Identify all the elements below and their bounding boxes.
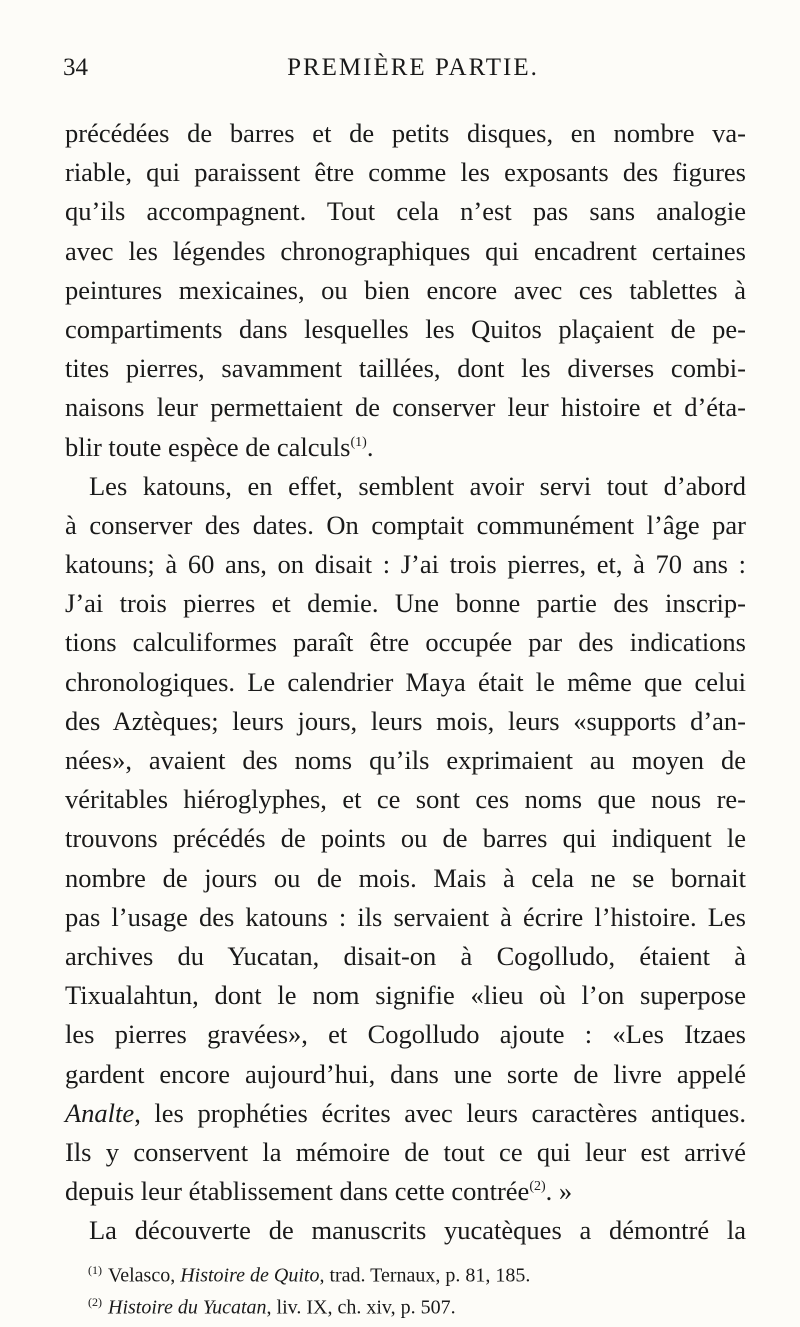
- footnote-mark: (1): [88, 1263, 102, 1277]
- text-line: Les katouns, en effet, semblent avoir servi tout d’abord: [89, 470, 746, 501]
- footnote: [88, 1254, 743, 1286]
- text-line: précédées de barres et de petits disques, en nombre va-: [65, 118, 746, 148]
- line-text: , les prophéties écrites avec leurs caractères antiques.: [134, 1097, 746, 1128]
- line-end: .: [366, 431, 374, 462]
- footnote-ref[interactable]: (1): [350, 434, 367, 450]
- footnote-ref[interactable]: (2): [529, 1179, 546, 1195]
- footnote: [88, 1286, 743, 1318]
- text-line: Tixualahtun, dont le nom signifie «lieu où l’on superpose: [65, 980, 746, 1011]
- body-text: [65, 114, 746, 1250]
- text-line: avec les légendes chronographiques qui encadrent certaines: [65, 235, 746, 266]
- text-line: pas l’usage des katouns : ils servaient à écrire l’histoire. Les: [65, 901, 746, 932]
- text-line: véritables hiéroglyphes, et ce sont ces noms que nous re-: [65, 784, 746, 815]
- text-line: nombre de jours ou de mois. Mais à cela ne se bornait: [65, 862, 746, 893]
- page-header: [63, 50, 743, 90]
- text-line: à conserver des dates. On comptait communément l’âge par: [65, 509, 746, 540]
- text-line: [65, 1172, 746, 1211]
- text-line: peintures mexicaines, ou bien encore avec ces tablettes à: [65, 274, 746, 305]
- text-line: naisons leur permettaient de conserver leur histoire et d’éta-: [65, 392, 746, 423]
- footnote-rest: , trad. Ternaux, p. 81, 185.: [319, 1264, 531, 1287]
- page-number: 34: [63, 54, 88, 81]
- text-line: tions calculiformes paraît être occupée par des indications: [65, 627, 746, 658]
- footnote-title: Histoire du Yucatan: [108, 1296, 267, 1319]
- text-line: [65, 1094, 746, 1133]
- footnote-title: Histoire de Quito: [180, 1264, 320, 1287]
- line-text: depuis leur établissement dans cette contrée: [65, 1176, 530, 1207]
- text-line: Ils y conservent la mémoire de tout ce qui leur est arrivé: [65, 1136, 746, 1167]
- footnote-mark: (2): [88, 1295, 102, 1309]
- text-line: chronologiques. Le calendrier Maya était le même que celui: [65, 666, 746, 697]
- text-line: archives du Yucatan, disait-on à Cogolludo, étaient à: [65, 940, 746, 971]
- italic-title: Analte: [65, 1097, 135, 1128]
- line-text: blir toute espèce de calculs: [65, 431, 351, 462]
- footnote-rest: , liv. IX, ch. xiv, p. 507.: [266, 1296, 456, 1319]
- text-line: gardent encore aujourd’hui, dans une sorte de livre appelé: [65, 1058, 746, 1089]
- running-head: PREMIÈRE PARTIE.: [287, 54, 539, 81]
- text-line: nées», avaient des noms qu’ils exprimaient au moyen de: [65, 745, 746, 775]
- footnotes: [88, 1254, 743, 1318]
- text-line: compartiments dans lesquelles les Quitos plaçaient de pe-: [65, 313, 746, 344]
- text-line: La découverte de manuscrits yucatèques a démontré la: [89, 1215, 746, 1246]
- text-line: [65, 428, 746, 467]
- footnote-author: Velasco,: [108, 1264, 181, 1287]
- text-line: J’ai trois pierres et demie. Une bonne partie des inscrip-: [65, 588, 746, 619]
- text-line: riable, qui paraissent être comme les exposants des figures: [65, 157, 746, 188]
- text-line: trouvons précédés de points ou de barres qui indiquent le: [65, 823, 746, 854]
- text-line: des Aztèques; leurs jours, leurs mois, leurs «supports d’an-: [65, 705, 746, 736]
- text-line: qu’ils accompagnent. Tout cela n’est pas sans analogie: [65, 196, 746, 227]
- text-line: tites pierres, savamment taillées, dont les diverses combi-: [65, 353, 746, 384]
- line-end: . »: [545, 1176, 573, 1207]
- text-line: les pierres gravées», et Cogolludo ajoute : «Les Itzaes: [65, 1019, 746, 1050]
- text-line: katouns; à 60 ans, on disait : J’ai trois pierres, et, à 70 ans :: [65, 549, 746, 580]
